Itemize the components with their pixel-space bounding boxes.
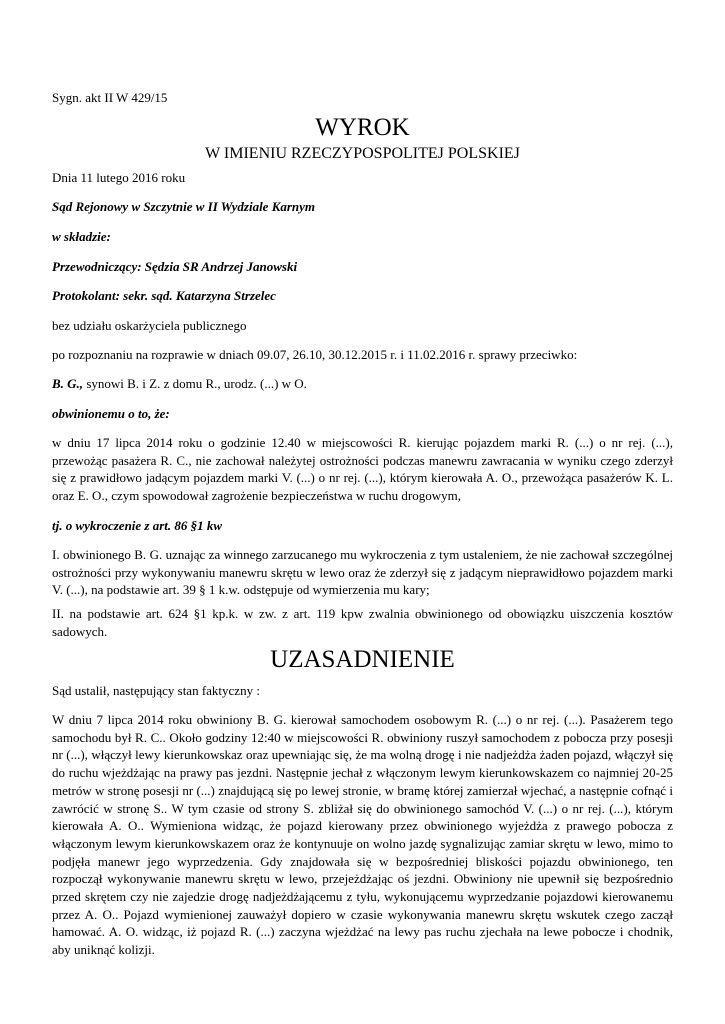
presiding-judge: Przewodniczący: Sędzia SR Andrzej Janowski: [52, 259, 298, 274]
verdict-point-2: II. na podstawie art. 624 §1 kp.k. w zw. z art. 119 kpw zwalnia obwinionego od obowiązku uiszczenia kosztów sadowych.: [52, 606, 673, 639]
court-clerk: Protokolant: sekr. sąd. Katarzyna Strzelec: [52, 288, 276, 303]
composition-label: w składzie:: [52, 229, 111, 244]
justification-intro: Sąd ustalił, następujący stan faktyczny :: [52, 683, 260, 698]
justification-title: UZASADNIENIE: [270, 646, 455, 673]
document-title: WYROK: [315, 114, 410, 141]
judgment-date: Dnia 11 lutego 2016 roku: [52, 170, 186, 185]
prosecutor-note: bez udziału oskarżyciela publicznego: [52, 318, 247, 333]
court-name: Sąd Rejonowy w Szczytnie w II Wydziale Karnym: [52, 199, 316, 214]
case-number: Sygn. akt II W 429/15: [52, 90, 168, 105]
hearing-dates: po rozpoznaniu na rozprawie w dniach 09.07, 26.10, 30.12.2015 r. i 11.02.2016 r. sprawy przeciwko:: [52, 347, 578, 362]
document-subtitle: W IMIENIU RZECZYPOSPOLITEJ POLSKIEJ: [205, 145, 520, 162]
charge-article: tj. o wykroczenie z art. 86 §1 kw: [52, 518, 223, 533]
defendant-name: B. G.,: [52, 376, 84, 391]
verdict-point-1: I. obwinionego B. G. uznając za winnego zarzucanego mu wykroczenia z tym ustaleniem, że nie zachował szczególnej ostrożności przy wykonywaniu manewru skrętu w lewo oraz że zderzył się z jadącym nieprawidłowo pojazdem marki V. (...), na podstawie art. 39 § 1 k.w. odstępuje od wymierzenia mu kary;: [52, 547, 673, 597]
charge-label: obwinionemu o to, że:: [52, 406, 170, 421]
justification-paragraph-1: W dniu 7 lipca 2014 roku obwiniony B. G. kierował samochodem osobowym R. (...) o nr rej. (...). Pasażerem tego samochodu był R. C.. Około godziny 12:40 w miejscowości R. obwiniony ruszył samochodem z pobocza przy posesji nr (...), włączył lewy kierunkowskaz oraz upewniając się, że ma wolną drogę i nie nadjeżdża żaden pojazd, włączył się do ruchu wjeżdżając na prawy pas jezdni. Następnie jechał z włączonym lewym kierunkowskazem co najmniej 20-25 metrów w stronę posesji nr (...) znajdującą się po lewej stronie, w bramę której zamierzał wjechać, a następnie cofnąć i zawrócić w stronę S.. W tym czasie od strony S. zbliżał się do obwinionego samochód V. (...) o nr rej. (...), którym kierowała A. O.. Wymieniona widząc, że pojazd kierowany przez obwinionego wyjeżdża z prawego pobocza z włączonym lewym kierunkowskazem oraz że kontynuuje on wolno jazdę sygnalizując zamiar skrętu w lewo, mimo to podjęła manewr jego wyprzedzenia. Gdy znajdowała się w bezpośredniej bliskości pojazdu obwinionego, ten rozpoczął wykonywanie manewru skrętu w lewo, przejeżdżając oś jezdni. Obwiniony nie upewnił się bezpośrednio przed skrętem czy nie zajedzie drogę nadjeżdżającemu z tyłu, wykonującemu wyprzedzanie pojazdowi kierowanemu przez A. O.. Pojazd wymienionej zauważył dopiero w czasie wykonywania manewru skrętu wskutek czego zaczął hamować. A. O. widząc, iż pojazd R. (...) zaczyna wjeżdżać na lewy pas ruchu zjechała na lewe pobocze i chodnik, aby uniknąć kolizji.: [52, 712, 673, 958]
defendant-details: synowi B. i Z. z domu R., urodz. (...) w O.: [83, 376, 307, 391]
defendant-line: [52, 376, 673, 392]
charge-text: w dniu 17 lipca 2014 roku o godzinie 12.40 w miejscowości R. kierując pojazdem marki R. (...) o nr rej. (...), przewożąc pasażera R. C., nie zachował należytej ostrożności podczas manewru zawracania w wyniku czego zderzył się z prawidłowo jadącym pojazdem marki V. (...) o nr rej. (...), którym kierowała A. O., przewożąca pasażerów K. L. oraz E. O., czym spowodował zagrożenie bezpieczeństwa w ruchu drogowym,: [52, 435, 673, 503]
